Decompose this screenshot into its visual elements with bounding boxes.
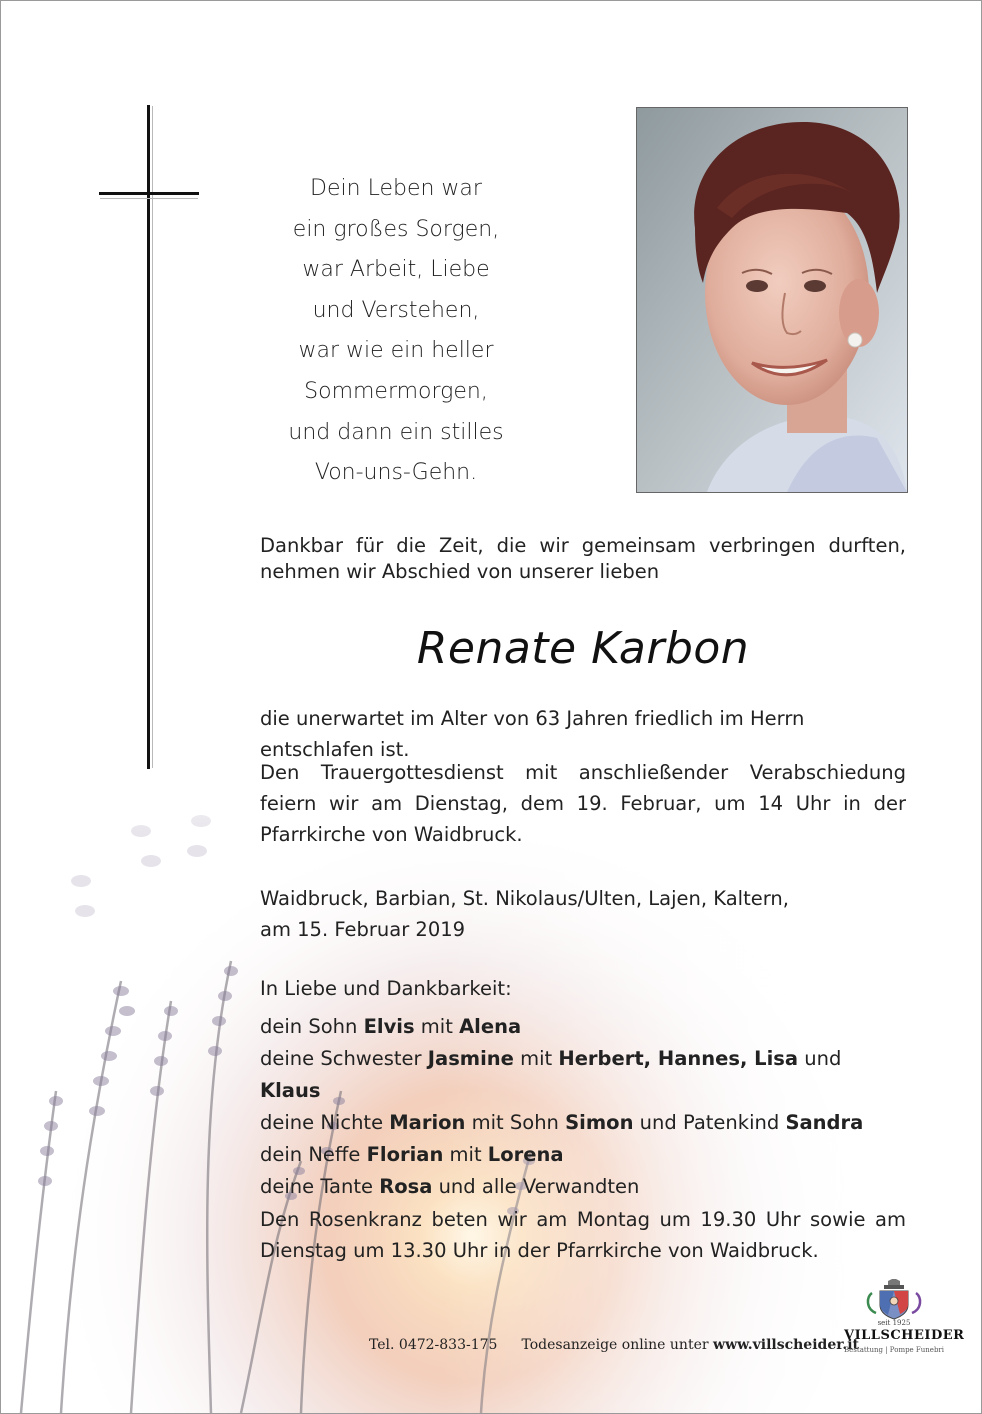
intro-text: Dankbar für die Zeit, die wir gemeinsam verbringen durften, nehmen wir Abschied von unserer lieben (260, 534, 906, 583)
family-line (260, 1107, 906, 1139)
family-line (260, 1043, 906, 1107)
poem-line: Sommermorgen, (304, 378, 488, 404)
logo-since: seit 1925 (877, 1319, 911, 1327)
place-and-date (260, 883, 906, 945)
relation-text: deine Schwester (260, 1047, 428, 1070)
phone-number[interactable]: Tel. 0472-833-175 (369, 1337, 498, 1353)
logo-name: VILLSCHEIDER (844, 1328, 965, 1343)
villscheider-logo (844, 1279, 965, 1369)
relative-name: Florian (366, 1143, 444, 1166)
poem-line: Dein Leben war (310, 176, 482, 201)
relative-name: Simon (565, 1111, 634, 1134)
relation-text: mit (513, 1047, 559, 1070)
relative-name: Alena (459, 1015, 522, 1038)
family-line (260, 1011, 906, 1043)
poem-line: ein großes Sorgen, (292, 216, 500, 242)
poem-line: war wie ein heller (298, 338, 494, 364)
footer-contact (369, 1337, 859, 1353)
website-link[interactable]: www.villscheider.it (713, 1337, 859, 1353)
cross-vertical-beam (147, 105, 150, 769)
poem-line: und Verstehen, (312, 297, 480, 323)
poem-line: Von-uns-Gehn. (314, 460, 478, 486)
relative-name: Herbert, Hannes, Lisa (558, 1047, 799, 1070)
family-list (260, 1011, 906, 1203)
portrait-photo (636, 107, 908, 493)
relation-text: mit (414, 1015, 460, 1038)
online-label: Todesanzeige online unter (521, 1337, 714, 1353)
relation-text: mit (443, 1143, 488, 1166)
relation-text: deine Tante (260, 1175, 380, 1198)
poem (261, 169, 531, 494)
relative-name: Jasmine (427, 1047, 514, 1070)
cross-horizontal-beam (99, 192, 199, 195)
relation-text: deine Nichte (260, 1111, 390, 1134)
relation-text: und Patenkind (633, 1111, 786, 1134)
deceased-name: Renate Karbon (416, 623, 750, 674)
relation-text: und alle Verwandten (432, 1175, 640, 1198)
logo-subtitle: Bestattung | Pompe Funebri (844, 1346, 945, 1354)
relation-text: dein Sohn (260, 1015, 364, 1038)
relation-text: dein Neffe (260, 1143, 367, 1166)
relative-name: Elvis (363, 1015, 415, 1038)
relative-name: Klaus (260, 1079, 321, 1102)
poem-line: war Arbeit, Liebe (302, 257, 490, 283)
relation-text: mit Sohn (465, 1111, 566, 1134)
relative-name: Marion (389, 1111, 466, 1134)
relative-name: Lorena (487, 1143, 564, 1166)
places-line: Waidbruck, Barbian, St. Nikolaus/Ulten, Lajen, Kaltern, (260, 887, 789, 910)
family-line (260, 1171, 906, 1203)
rosary-text: Den Rosenkranz beten wir am Montag um 19.30 Uhr sowie am Dienstag um 13.30 Uhr in der Pfarrkirche von Waidbruck. (260, 1208, 906, 1262)
family-line (260, 1139, 906, 1171)
poem-line: und dann ein stilles (288, 419, 504, 445)
relative-name: Rosa (379, 1175, 433, 1198)
age-line: die unerwartet im Alter von 63 Jahren friedlich im Herrn entschlafen ist. (260, 707, 805, 761)
date-line: am 15. Februar 2019 (260, 918, 466, 941)
coat-of-arms-icon (844, 1279, 944, 1321)
love-heading: In Liebe und Dankbarkeit: (260, 977, 512, 1000)
relative-name: Sandra (785, 1111, 864, 1134)
funeral-service-text: Den Trauergottesdienst mit anschließender Verabschiedung feiern wir am Dienstag, dem 19. Februar, um 14 Uhr in der Pfarrkirche von Waidbruck. (260, 761, 906, 846)
relation-text: und (798, 1047, 842, 1070)
